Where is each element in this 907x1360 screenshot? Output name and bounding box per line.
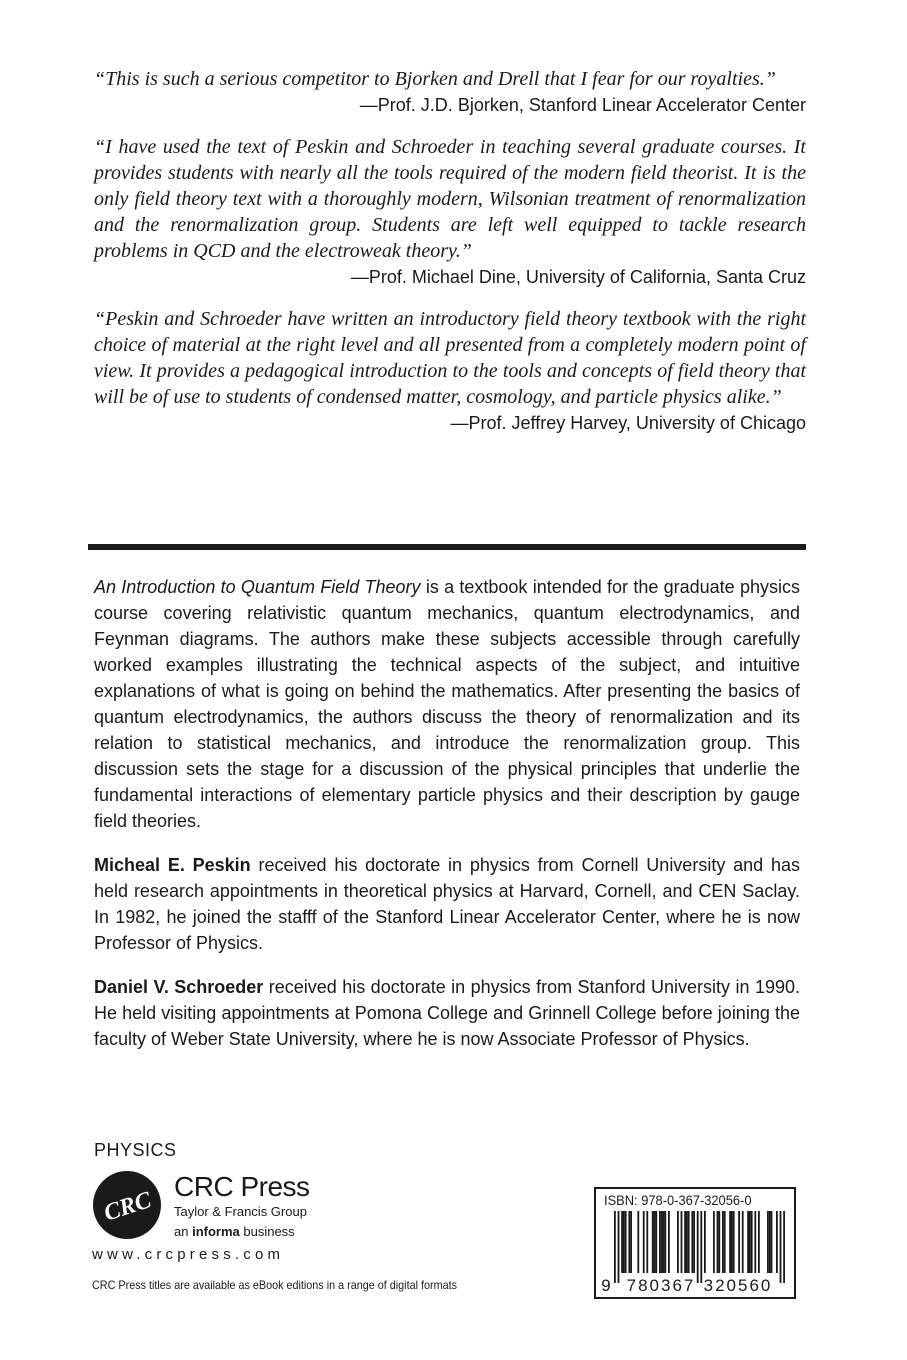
author-name: Daniel V. Schroeder [94, 977, 264, 997]
barcode-bar [661, 1211, 663, 1273]
barcode-bar [783, 1211, 785, 1283]
barcode-bar [767, 1211, 769, 1273]
barcode-bar [713, 1211, 715, 1273]
description-text: is a textbook intended for the graduate physics course covering relativistic quantum mechanics, quantum electrodynamics, and Feynman diagrams. The authors make these subjects accessible through carefully worked examples illustrating the technical aspects of the subject, and intuitive explanations of what is going on behind the mathematics. After presenting the basics of quantum electrodynamics, the authors discuss the theory of renormalization and its relation to statistical mechanics, and introduce the renormalization group. This discussion sets the stage for a discussion of the physical principles that underlie the fundamental interactions of elementary particle physics and their description by gauge field theories. [94, 577, 800, 831]
quote-text: “I have used the text of Peskin and Schroeder in teaching several graduate courses. It provides students with nearly all the tools required of the modern field theorist. It is the only field theory text with a thoroughly modern, Wilsonian treatment of renormalization and the renormalization group. Students are left well equipped to tackle research problems in QCD and the electroweak theory.” [94, 136, 806, 262]
business-prefix: an [174, 1224, 193, 1239]
barcode-bar [731, 1211, 733, 1273]
barcode-bar [691, 1211, 693, 1273]
book-description [94, 574, 800, 1070]
publisher-url: www.crcpress.com [92, 1246, 285, 1263]
barcode-bar [628, 1211, 630, 1273]
barcode-lead-digit: 9 [601, 1276, 611, 1293]
barcode-bar [738, 1211, 740, 1273]
barcode-bar [733, 1211, 735, 1273]
barcode-right-digits: 320560 [703, 1276, 773, 1293]
barcode-bar [749, 1211, 751, 1273]
barcode-bar [718, 1211, 720, 1273]
barcode-bar [769, 1211, 771, 1273]
barcode-bar [684, 1211, 686, 1273]
barcode-bar [688, 1211, 690, 1273]
publisher-block [92, 1168, 412, 1268]
ebook-note: CRC Press titles are available as eBook editions in a range of digital formats [92, 1278, 457, 1292]
barcode-bar [742, 1211, 744, 1273]
quote-bjorken [94, 66, 806, 118]
barcode-bar [697, 1211, 699, 1283]
barcode-bar [722, 1211, 724, 1273]
barcode-bar [693, 1211, 695, 1273]
author-bio-text: received his doctorate in physics from Cornell University and has held research appointments in theoretical physics at Harvard, Cornell, and CEN Saclay. In 1982, he joined the stafff of the Stanford Linear Accelerator Center, where he is now Professor of Physics. [94, 855, 800, 953]
publisher-business [174, 1224, 295, 1240]
barcode-bar [677, 1211, 679, 1273]
barcode-bar [654, 1211, 656, 1273]
barcode-bar [614, 1211, 616, 1283]
barcode-bar [643, 1211, 645, 1273]
barcode-bars [614, 1211, 785, 1283]
barcode-icon [600, 1211, 790, 1293]
barcode-bar [780, 1211, 782, 1283]
barcode-bar [700, 1211, 702, 1283]
author-bio-schroeder [94, 974, 800, 1052]
barcode-bar [625, 1211, 627, 1273]
barcode-bar [663, 1211, 665, 1273]
crc-logo-text: CRC [100, 1187, 155, 1227]
barcode-bar [664, 1211, 666, 1273]
publisher-name: CRC Press [174, 1171, 310, 1202]
book-title: An Introduction to Quantum Field Theory [94, 577, 421, 597]
barcode-bar [747, 1211, 749, 1273]
quote-text: “This is such a serious competitor to Bjorken and Drell that I fear for our royalties.” [94, 68, 776, 90]
barcode-bar [686, 1211, 688, 1273]
quote-harvey [94, 306, 806, 436]
barcode-bar [751, 1211, 753, 1273]
isbn-label: ISBN: 978-0-367-32056-0 [604, 1192, 752, 1208]
author-bio-peskin [94, 852, 800, 956]
business-suffix: business [239, 1224, 295, 1239]
barcode-bar [771, 1211, 773, 1273]
quote-dine [94, 134, 806, 290]
barcode-bar [729, 1211, 731, 1273]
barcode-bar [704, 1211, 706, 1273]
isbn-barcode [594, 1187, 796, 1299]
barcode-bar [717, 1211, 719, 1273]
barcode-bar [776, 1211, 778, 1273]
quote-attribution: —Prof. Jeffrey Harvey, University of Chicago [450, 413, 806, 433]
quote-attribution: —Prof. J.D. Bjorken, Stanford Linear Accelerator Center [359, 95, 806, 115]
subject-category: PHYSICS [94, 1140, 177, 1160]
author-bio-text: received his doctorate in physics from Stanford University in 1990. He held visiting appointments at Pomona College and Grinnell College before joining the faculty of Weber State University, where he is now Associate Professor of Physics. [94, 977, 800, 1049]
barcode-bar [652, 1211, 654, 1273]
barcode-bar [621, 1211, 623, 1273]
business-brand: informa [192, 1224, 240, 1239]
quote-attribution: —Prof. Michael Dine, University of California, Santa Cruz [350, 267, 806, 287]
barcode-bar [668, 1211, 670, 1273]
endorsements [94, 66, 806, 452]
barcode-bar [659, 1211, 661, 1273]
barcode-bar [646, 1211, 648, 1273]
barcode-left-digits: 780367 [626, 1276, 696, 1293]
crc-logo-icon [92, 1170, 162, 1240]
author-name: Micheal E. Peskin [94, 855, 251, 875]
barcode-bar [724, 1211, 726, 1273]
barcode-bar [681, 1211, 683, 1273]
quote-text: “Peskin and Schroeder have written an introductory field theory textbook with the right choice of material at the right level and all presented from a completely modern point of view. It provides a pedagogical introduction to the tools and concepts of field theory that will be of use to students of condensed matter, cosmology, and particle physics alike.” [94, 308, 806, 408]
barcode-bar [623, 1211, 625, 1273]
divider-rule [88, 544, 806, 550]
barcode-bar [637, 1211, 639, 1273]
barcode-bar [758, 1211, 760, 1273]
publisher-group: Taylor & Francis Group [174, 1204, 307, 1219]
barcode-bar [754, 1211, 756, 1273]
barcode-bar [618, 1211, 620, 1283]
barcode-bar [655, 1211, 657, 1273]
barcode-bar [630, 1211, 632, 1273]
description-paragraph [94, 574, 800, 834]
